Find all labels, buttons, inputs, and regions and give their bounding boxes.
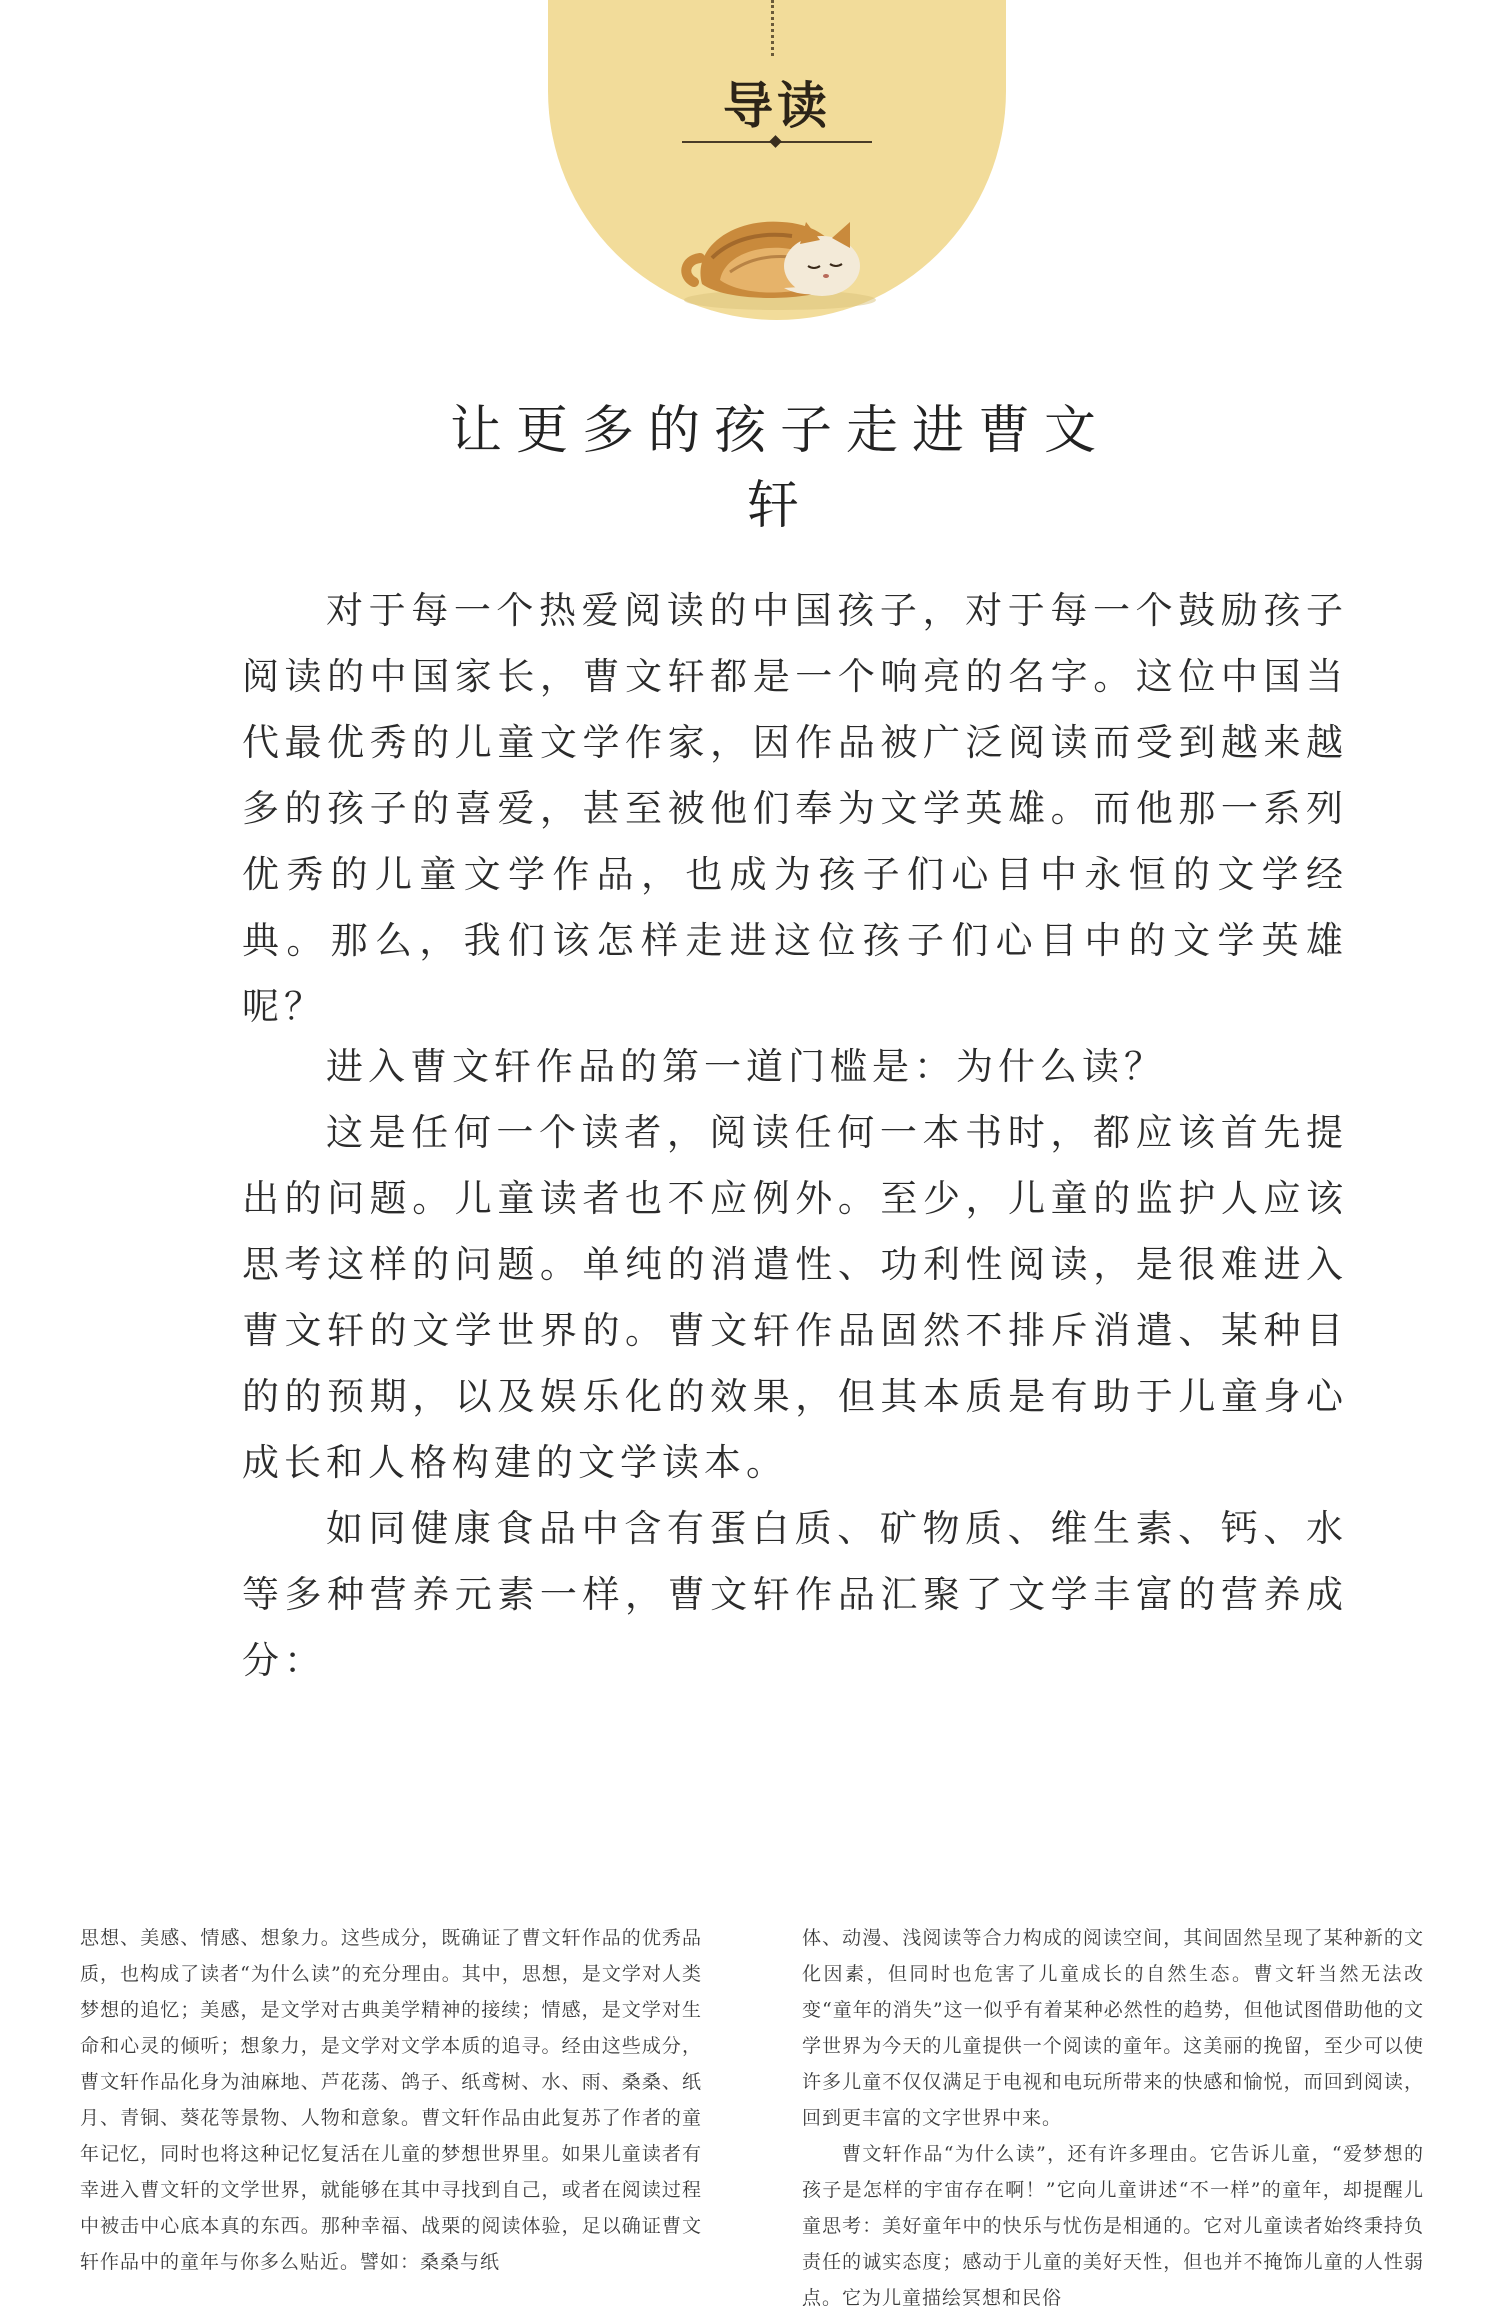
- right-column: [802, 1920, 1424, 2316]
- body-section-2: [242, 1034, 1348, 1694]
- body-paragraph: 进入曹文轩作品的第一道门槛是：为什么读？: [326, 1045, 1166, 1088]
- left-column: [80, 1920, 702, 2280]
- body-section-1: [242, 578, 1348, 1040]
- column-paragraph: 体、动漫、浅阅读等合力构成的阅读空间，其间固然呈现了某种新的文化因素，但同时也危害了儿童成长的自然生态。曹文轩当然无法改变“童年的消失”这一似乎有着某种必然性的趋势，但他试图借助他的文学世界为今天的儿童提供一个阅读的童年。这美丽的挽留，至少可以使许多儿童不仅仅满足于电视和电玩所带来的快感和愉悦，而回到阅读，回到更丰富的文字世界中来。: [802, 1927, 1424, 2129]
- dotted-divider: [771, 0, 774, 56]
- section-heading: 导读: [723, 77, 831, 135]
- article-title: 让更多的孩子走进曹文轩: [449, 401, 1110, 536]
- body-paragraph: 如同健康食品中含有蛋白质、矿物质、维生素、钙、水等多种营养元素一样，曹文轩作品汇聚了文学丰富的营养成分：: [242, 1507, 1348, 1682]
- sleeping-cat-illustration: [672, 188, 892, 318]
- body-paragraph: 这是任何一个读者，阅读任何一本书时，都应该首先提出的问题。儿童读者也不应例外。至少，儿童的监护人应该思考这样的问题。单纯的消遣性、功利性阅读，是很难进入曹文轩的文学世界的。曹文轩作品固然不排斥消遣、某种目的的预期，以及娱乐化的效果，但其本质是有助于儿童身心成长和人格构建的文学读本。: [242, 1111, 1348, 1484]
- column-paragraph: 思想、美感、情感、想象力。这些成分，既确证了曹文轩作品的优秀品质，也构成了读者“为什么读”的充分理由。其中，思想，是文学对人类梦想的追忆；美感，是文学对古典美学精神的接续；情感，是文学对生命和心灵的倾听；想象力，是文学对文学本质的追寻。经由这些成分，曹文轩作品化身为油麻地、芦花荡、鸽子、纸鸢树、水、雨、桑桑、纸月、青铜、葵花等景物、人物和意象。曹文轩作品由此复苏了作者的童年记忆，同时也将这种记忆复活在儿童的梦想世界里。如果儿童读者有幸进入曹文轩的文学世界，就能够在其中寻找到自己，或者在阅读过程中被击中心底本真的东西。那种幸福、战栗的阅读体验，足以确证曹文轩作品中的童年与你多么贴近。譬如：桑桑与纸: [80, 1927, 702, 2273]
- column-paragraph: 曹文轩作品“为什么读”，还有许多理由。它告诉儿童，“爱梦想的孩子是怎样的宇宙存在啊！”它向儿童讲述“不一样”的童年，却提醒儿童思考：美好童年中的快乐与忧伤是相通的。它对儿童读者始终秉持负责任的诚实态度；感动于儿童的美好天性，但也并不掩饰儿童的人性弱点。它为儿童描绘冥想和民俗: [802, 2143, 1424, 2309]
- body-paragraph: 对于每一个热爱阅读的中国孩子，对于每一个鼓励孩子阅读的中国家长，曹文轩都是一个响亮的名字。这位中国当代最优秀的儿童文学作家，因作品被广泛阅读而受到越来越多的孩子的喜爱，甚至被他们奉为文学英雄。而他那一系列优秀的儿童文学作品，也成为孩子们心目中永恒的文学经典。那么，我们该怎样走进这位孩子们心目中的文学英雄呢？: [242, 589, 1348, 1028]
